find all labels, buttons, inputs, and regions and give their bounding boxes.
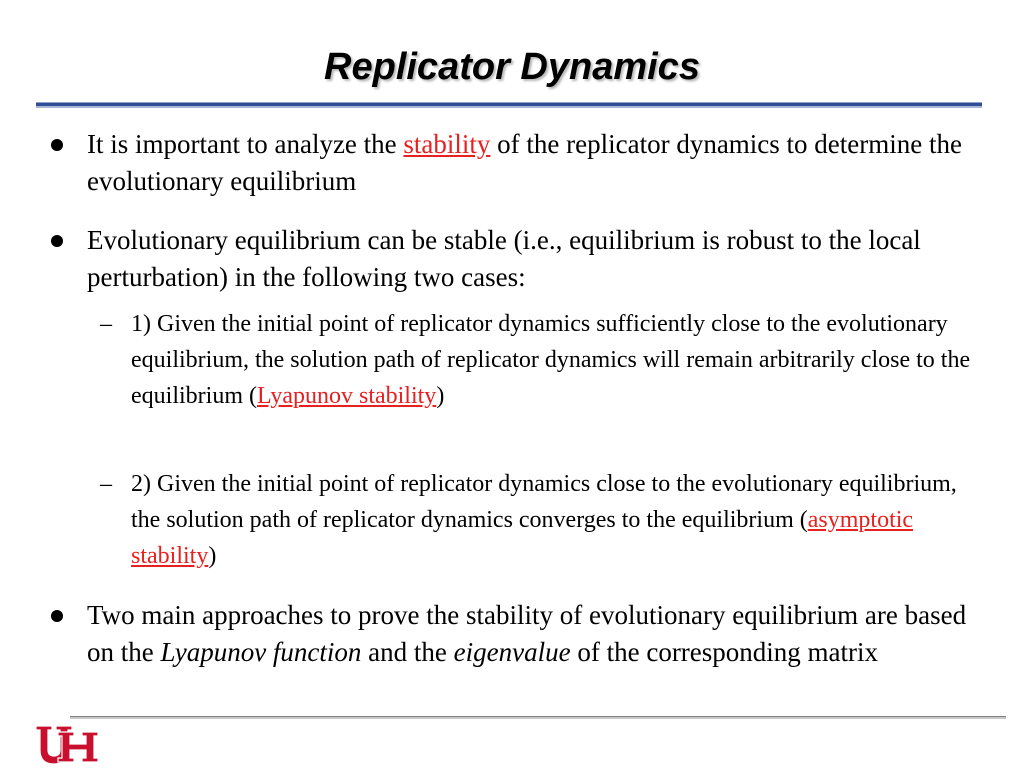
subbullet-2-pre: 2) Given the initial point of replicator dynamics close to the evolutionary equilibrium, the solution path of replicator dynamics converges to the equilibrium ( bbox=[131, 471, 957, 533]
uh-interlocking-logo-icon bbox=[34, 722, 98, 766]
bullet-1-post: of the replicator dynamics to determine the evolutionary equilibrium bbox=[87, 129, 962, 196]
bullet-1-pre: It is important to analyze the bbox=[87, 129, 404, 159]
footer-divider bbox=[70, 716, 1006, 719]
subbullet-1-pre: 1) Given the initial point of replicator dynamics sufficiently close to the evolutionary equilibrium, the solution path of replicator dynamics will remain arbitrarily close to the equilibrium ( bbox=[131, 311, 971, 409]
bullet-3-pre: Two main approaches to prove the stability of evolutionary equilibrium are based on the bbox=[87, 600, 967, 667]
lyapunov-function-term: Lyapunov function bbox=[160, 637, 362, 667]
eigenvalue-term: eigenvalue bbox=[453, 637, 571, 667]
subbullet-2-post: ) bbox=[208, 543, 217, 569]
asymptotic-stability-link[interactable]: asymptotic stability bbox=[131, 507, 914, 569]
bullet-dot-icon bbox=[51, 139, 63, 151]
subbullet-2-text bbox=[131, 466, 981, 574]
bullet-dot-icon bbox=[51, 610, 63, 622]
bullet-1-text bbox=[87, 126, 982, 200]
dash-icon: – bbox=[100, 471, 112, 497]
lyapunov-stability-link[interactable]: Lyapunov stability bbox=[256, 383, 437, 409]
bullet-3-mid: and the bbox=[361, 637, 454, 667]
bullet-2-text: Evolutionary equilibrium can be stable (i.e., equilibrium is robust to the local perturbation) in the following two cases: bbox=[87, 225, 921, 292]
bullet-3-post: of the corresponding matrix bbox=[570, 637, 879, 667]
slide-title: Replicator Dynamics bbox=[324, 46, 700, 88]
bullet-3-text bbox=[87, 597, 982, 671]
bullet-dot-icon bbox=[51, 235, 63, 247]
dash-icon: – bbox=[100, 311, 112, 337]
subbullet-1-post: ) bbox=[436, 383, 445, 409]
subbullet-1-text bbox=[131, 306, 981, 414]
stability-link[interactable]: stability bbox=[403, 129, 491, 159]
